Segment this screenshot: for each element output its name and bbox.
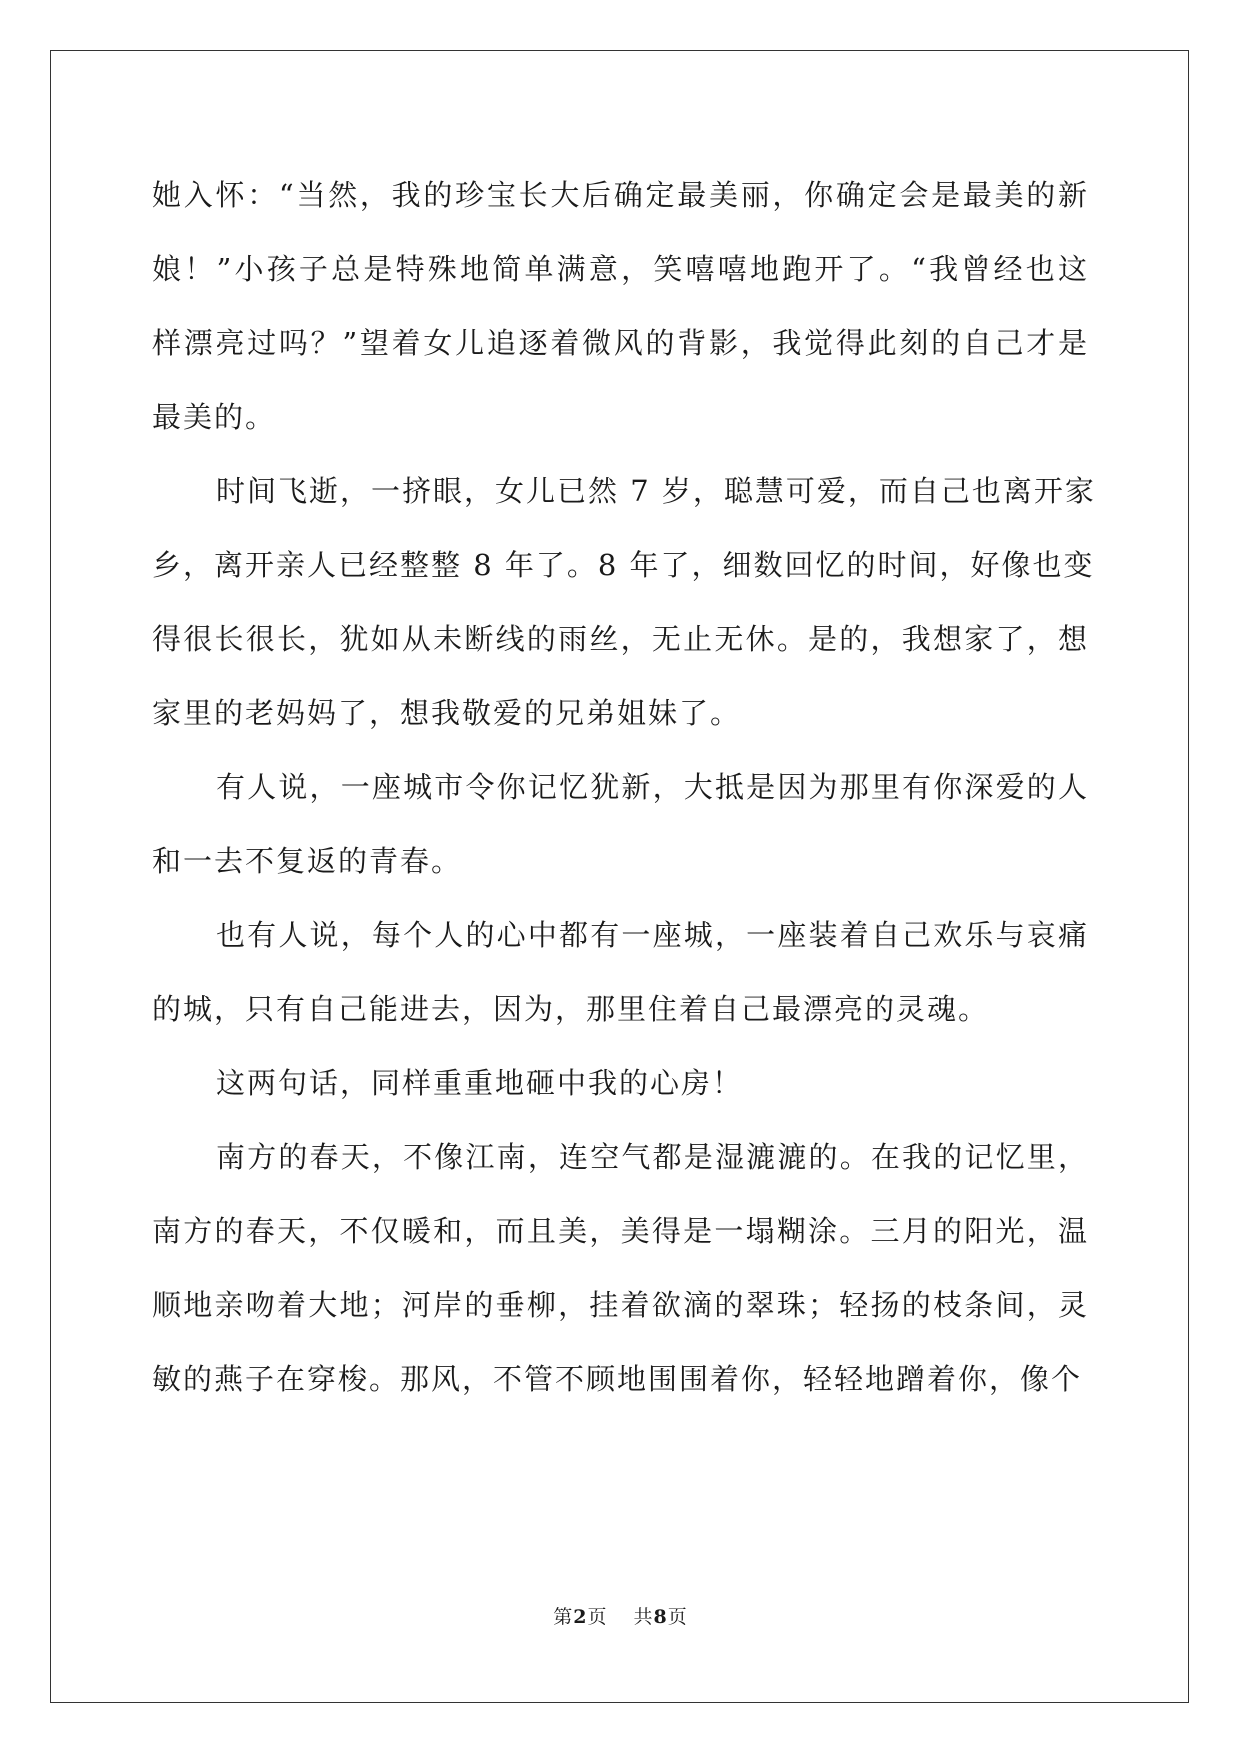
text-line: 得很长很长，犹如从未断线的雨丝，无止无休。是的，我想家了，想 <box>152 622 1089 656</box>
paragraph <box>152 454 1096 750</box>
text-line: 顺地亲吻着大地；河岸的垂柳，挂着欲滴的翠珠；轻扬的枝条间，灵 <box>152 1288 1089 1322</box>
text-line: 南方的春天，不仅暖和，而且美，美得是一塌糊涂。三月的阳光，温 <box>152 1214 1089 1248</box>
text-line: 也有人说，每个人的心中都有一座城，一座装着自己欢乐与哀痛 <box>216 918 1089 952</box>
page-number: 第2页 <box>553 1606 608 1628</box>
text-line: 这两句话，同样重重地砸中我的心房！ <box>216 1066 744 1100</box>
text-line: 南方的春天，不像江南，连空气都是湿漉漉的。在我的记忆里， <box>216 1140 1089 1174</box>
document-body <box>152 158 1096 1416</box>
paragraph <box>152 898 1089 1046</box>
text-line: 和一去不复返的青春。 <box>152 844 463 878</box>
paragraph <box>152 1046 1089 1120</box>
text-line: 有人说，一座城市令你记忆犹新，大抵是因为那里有你深爱的人 <box>216 770 1089 804</box>
paragraph <box>152 158 1089 454</box>
text-line: 她入怀：“当然，我的珍宝长大后确定最美丽，你确定会是最美的新 <box>152 178 1089 212</box>
text-line: 时间飞逝，一挤眼，女儿已然 7 岁，聪慧可爱，而自己也离开家 <box>216 474 1096 508</box>
text-line: 的城，只有自己能进去，因为，那里住着自己最漂亮的灵魂。 <box>152 992 990 1026</box>
page-footer <box>0 1602 1241 1629</box>
text-line: 样漂亮过吗？”望着女儿追逐着微风的背影，我觉得此刻的自己才是 <box>152 326 1089 360</box>
page-total: 共8页 <box>633 1606 688 1628</box>
text-line: 敏的燕子在穿梭。那风，不管不顾地围围着你，轻轻地蹭着你，像个 <box>152 1362 1083 1396</box>
text-line: 乡，离开亲人已经整整 8 年了。8 年了，细数回忆的时间，好像也变 <box>152 548 1095 582</box>
text-line: 娘！”小孩子总是特殊地简单满意，笑嘻嘻地跑开了。“我曾经也这 <box>152 252 1089 286</box>
paragraph <box>152 750 1089 898</box>
text-line: 家里的老妈妈了，想我敬爱的兄弟姐妹了。 <box>152 696 742 730</box>
text-line: 最美的。 <box>152 400 277 434</box>
paragraph <box>152 1120 1089 1416</box>
